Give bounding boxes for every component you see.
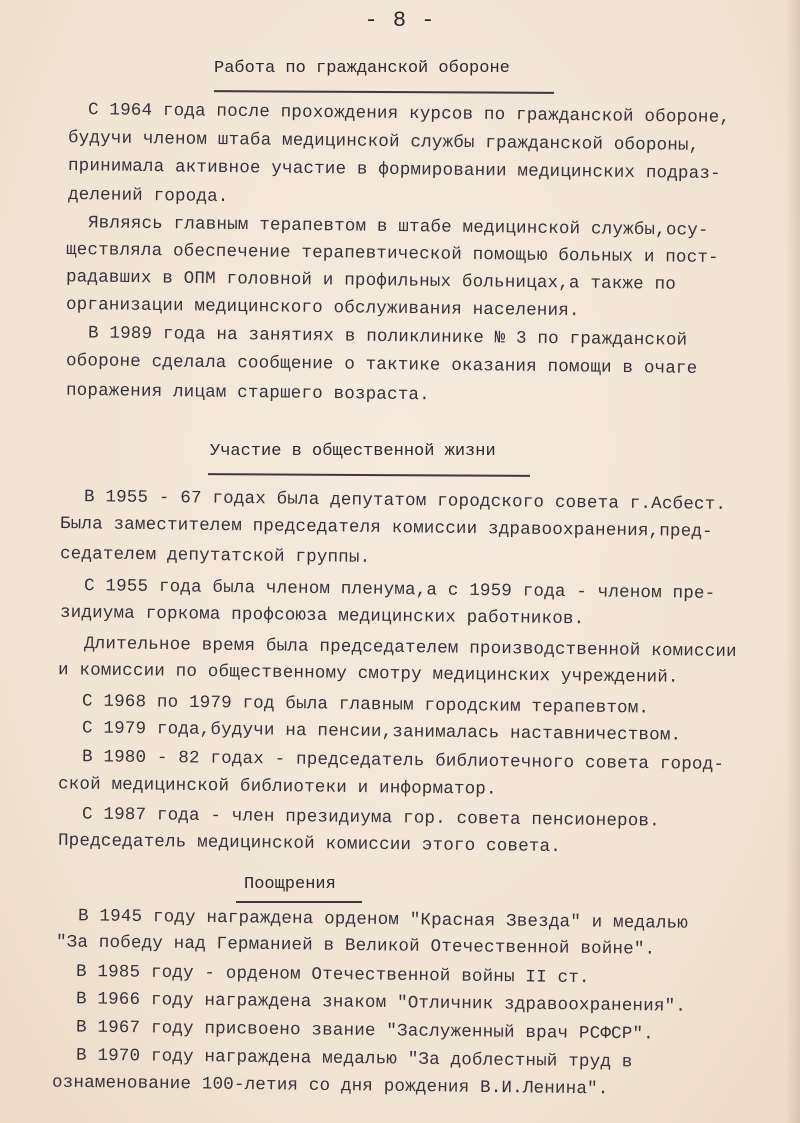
heading-underline <box>214 90 554 94</box>
text-line: В 1970 году награждена медалью "За доблестный труд в <box>75 1045 633 1073</box>
page-edge-shadow <box>786 0 800 1123</box>
text-line: Являясь главным терапевтом в штабе медицинской службы,осу- <box>87 213 709 241</box>
section-heading-awards: Поощрения <box>244 875 336 894</box>
text-line: организации медицинского обслуживания населения. <box>65 294 580 322</box>
text-line: В 1945 году награждена орденом "Красная Звезда" и медалью <box>77 906 689 934</box>
text-line: В 1955 - 67 годах была депутатом городского совета г.Асбест. <box>83 487 727 515</box>
text-line: В 1985 году - орденом Отечественной войны II ст. <box>75 961 590 989</box>
text-line: будучи членом штаба медицинской службы гражданской обороны, <box>67 128 700 156</box>
text-line: С 1964 года после прохождения курсов по гражданской обороне, <box>87 100 731 128</box>
text-line: С 1979 года,будучи на пенсии,занималась наставничеством. <box>81 718 682 746</box>
page-number: - 8 - <box>364 8 436 33</box>
heading-underline <box>208 473 530 477</box>
text-line: Председатель медицинской комиссии этого совета. <box>57 830 562 858</box>
text-line: С 1955 года была членом пленума,а с 1959 года - членом пре- <box>83 576 716 604</box>
text-line: Длительное время была председателем производственной комиссии <box>83 634 737 662</box>
text-line: В 1989 года на занятиях в поликлинике № 3 по гражданской <box>87 323 688 351</box>
text-line: ществляла обеспечение терапевтической помощью больных и пост- <box>65 240 719 268</box>
text-line: В 1967 году присвоено звание "Заслуженный врач РСФСР". <box>75 1017 655 1045</box>
text-line: и комиссии по общественному смотру медицинских учреждений. <box>57 660 679 688</box>
text-line: ской медицинской библиотеки и информатор. <box>57 774 497 800</box>
text-line: Была заместителем председателя комиссии здравоохранения,пред- <box>59 514 713 542</box>
text-line: обороне сделала сообщение о тактике оказания помощи в очаге <box>65 351 698 379</box>
text-line: радавших в ОПМ головной и профильных больницах,а также по <box>65 267 677 295</box>
text-line: делений города. <box>67 185 229 207</box>
text-line: зидиума горкома профсоюза медицинских работников. <box>59 602 585 630</box>
text-line: поражения лицам старшего возраста. <box>65 380 430 406</box>
text-line: С 1987 года - член президиума гор. совета пенсионеров. <box>81 804 661 832</box>
text-line: С 1968 по 1979 год была главным городским терапевтом. <box>81 691 650 719</box>
text-line: ознаменование 100-летия со дня рождения В.И.Ленина". <box>51 1072 609 1100</box>
heading-underline <box>236 901 362 903</box>
text-line: седателем депутатской группы. <box>59 544 371 568</box>
section-heading-public-life: Участие в общественной жизни <box>210 442 496 461</box>
text-line: В 1966 году награждена знаком "Отличник здравоохранения". <box>75 989 687 1017</box>
text-line: "За победу над Германией в Великой Отечественной войне". <box>55 932 656 960</box>
section-heading-civil-defense: Работа по гражданской обороне <box>214 59 510 78</box>
text-line: принимала активное участие в формировании медицинских подраз- <box>67 156 721 184</box>
text-line: В 1980 - 82 годах - председатель библиотечного совета город- <box>81 747 725 775</box>
